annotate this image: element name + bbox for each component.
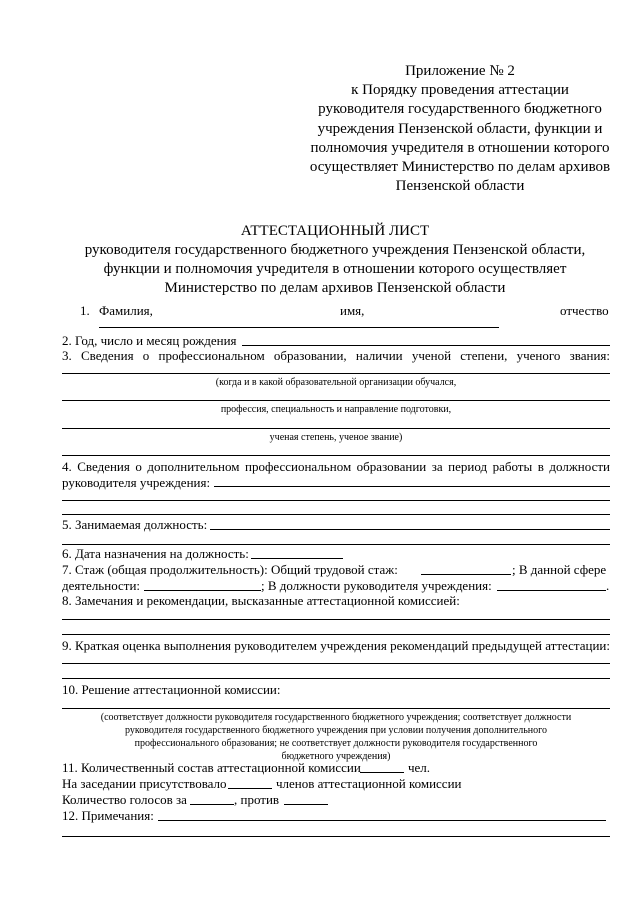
field-1-name-label: имя, [340, 303, 365, 318]
field-3-line[interactable] [62, 373, 610, 374]
field-12-line[interactable] [62, 836, 610, 837]
meeting-label-cont: членов аттестационной комиссии [276, 776, 462, 791]
field-8-line[interactable] [62, 634, 610, 635]
field-7-total-line[interactable] [421, 574, 511, 575]
title-sub-line: руководителя государственного бюджетного учреждения Пензенской области, [84, 242, 586, 258]
field-10-label: 10. Решение аттестационной комиссии: [62, 682, 281, 697]
field-11-label: 11. Количественный состав аттестационной комиссии [62, 760, 361, 775]
field-12-label: 12. Примечания: [62, 808, 154, 823]
field-6-line[interactable] [251, 558, 343, 559]
meeting-label: На заседании присутствовало [62, 776, 227, 791]
appendix-block [300, 62, 620, 196]
document-title: АТТЕСТАЦИОННЫЙ ЛИСТ [240, 223, 430, 239]
field-10-line[interactable] [62, 708, 610, 709]
field-7-sphere-label: ; В данной сфере [512, 562, 607, 577]
field-7-head-line[interactable] [497, 590, 606, 591]
field-2-label: 2. Год, число и месяц рождения [62, 333, 237, 348]
field-4-label: 4. Сведения о дополнительном профессиональном образовании за период работы в должности [62, 459, 610, 474]
field-9-line[interactable] [62, 663, 610, 664]
meeting-line[interactable] [228, 788, 272, 789]
field-7-label: 7. Стаж (общая продолжительность): Общий трудовой стаж: [62, 562, 398, 577]
votes-for-label: Количество голосов за [62, 792, 187, 807]
field-10-hint-line: руководителя государственного бюджетного учреждения при условии получения дополнительного [125, 725, 547, 736]
field-1-surname-label: Фамилия, [99, 303, 153, 318]
field-7-sphere-line[interactable] [144, 590, 261, 591]
field-12-line[interactable] [158, 820, 606, 821]
appendix-line: руководителя государственного бюджетного [318, 101, 602, 118]
appendix-line: учреждения Пензенской области, функции и [317, 120, 603, 137]
field-3-line[interactable] [62, 428, 610, 429]
field-7-period: . [606, 578, 610, 593]
field-7-head-label: ; В должности руководителя учреждения: [261, 578, 492, 593]
field-3-line[interactable] [62, 400, 610, 401]
field-5-line[interactable] [62, 544, 610, 545]
field-3-hint: профессия, специальность и направление подготовки, [220, 404, 452, 415]
field-11-line[interactable] [360, 772, 404, 773]
field-9-label: 9. Краткая оценка выполнения руководителем учреждения рекомендаций предыдущей аттестации: [62, 638, 610, 653]
field-1-patronymic-label: отчество [560, 303, 609, 318]
votes-for-line[interactable] [190, 804, 234, 805]
appendix-line: полномочия учредителя в отношении которого [310, 139, 610, 156]
title-sub-line: функции и полномочия учредителя в отношении которого осуществляет [103, 261, 567, 277]
field-4-line[interactable] [62, 514, 610, 515]
field-3-hint: (когда и в какой образовательной организации обучался, [215, 377, 457, 388]
field-5-label: 5. Занимаемая должность: [62, 517, 208, 532]
field-8-label: 8. Замечания и рекомендации, высказанные аттестационной комиссией: [62, 593, 460, 608]
field-3-line[interactable] [62, 455, 610, 456]
field-9-line[interactable] [62, 678, 610, 679]
title-sub-line: Министерство по делам архивов Пензенской области [164, 280, 506, 296]
field-4-label-cont: руководителя учреждения: [62, 475, 211, 490]
field-10-hint-line: (соответствует должности руководителя государственного бюджетного учреждения; соответствует должности [100, 712, 572, 723]
field-1-number: 1. [80, 303, 90, 318]
field-1-line[interactable] [99, 327, 499, 328]
votes-against-label: , против [234, 792, 280, 807]
field-3-hint: ученая степень, ученое звание) [269, 432, 403, 443]
field-10-hint [62, 711, 610, 763]
field-11-unit: чел. [408, 760, 431, 775]
field-10-hint-line: профессионального образования; не соответствует должности руководителя государственного [134, 738, 538, 749]
field-2-line[interactable] [242, 345, 610, 346]
field-8-line[interactable] [62, 619, 610, 620]
field-4-line[interactable] [214, 486, 610, 487]
appendix-line: к Порядку проведения аттестации [351, 82, 569, 99]
field-6-label: 6. Дата назначения на должность: [62, 546, 249, 561]
field-10-hint-line: бюджетного учреждения) [281, 751, 391, 762]
field-5-line[interactable] [210, 529, 610, 530]
appendix-line: осуществляет Министерство по делам архивов [309, 159, 611, 176]
votes-against-line[interactable] [284, 804, 328, 805]
field-4-line[interactable] [62, 500, 610, 501]
field-3-label: 3. Сведения о профессиональном образовании, наличии ученой степени, ученого звания: [62, 348, 610, 363]
appendix-line: Приложение № 2 [405, 63, 515, 79]
appendix-line: Пензенской области [395, 178, 525, 195]
field-7-activity-label: деятельности: [62, 578, 141, 593]
